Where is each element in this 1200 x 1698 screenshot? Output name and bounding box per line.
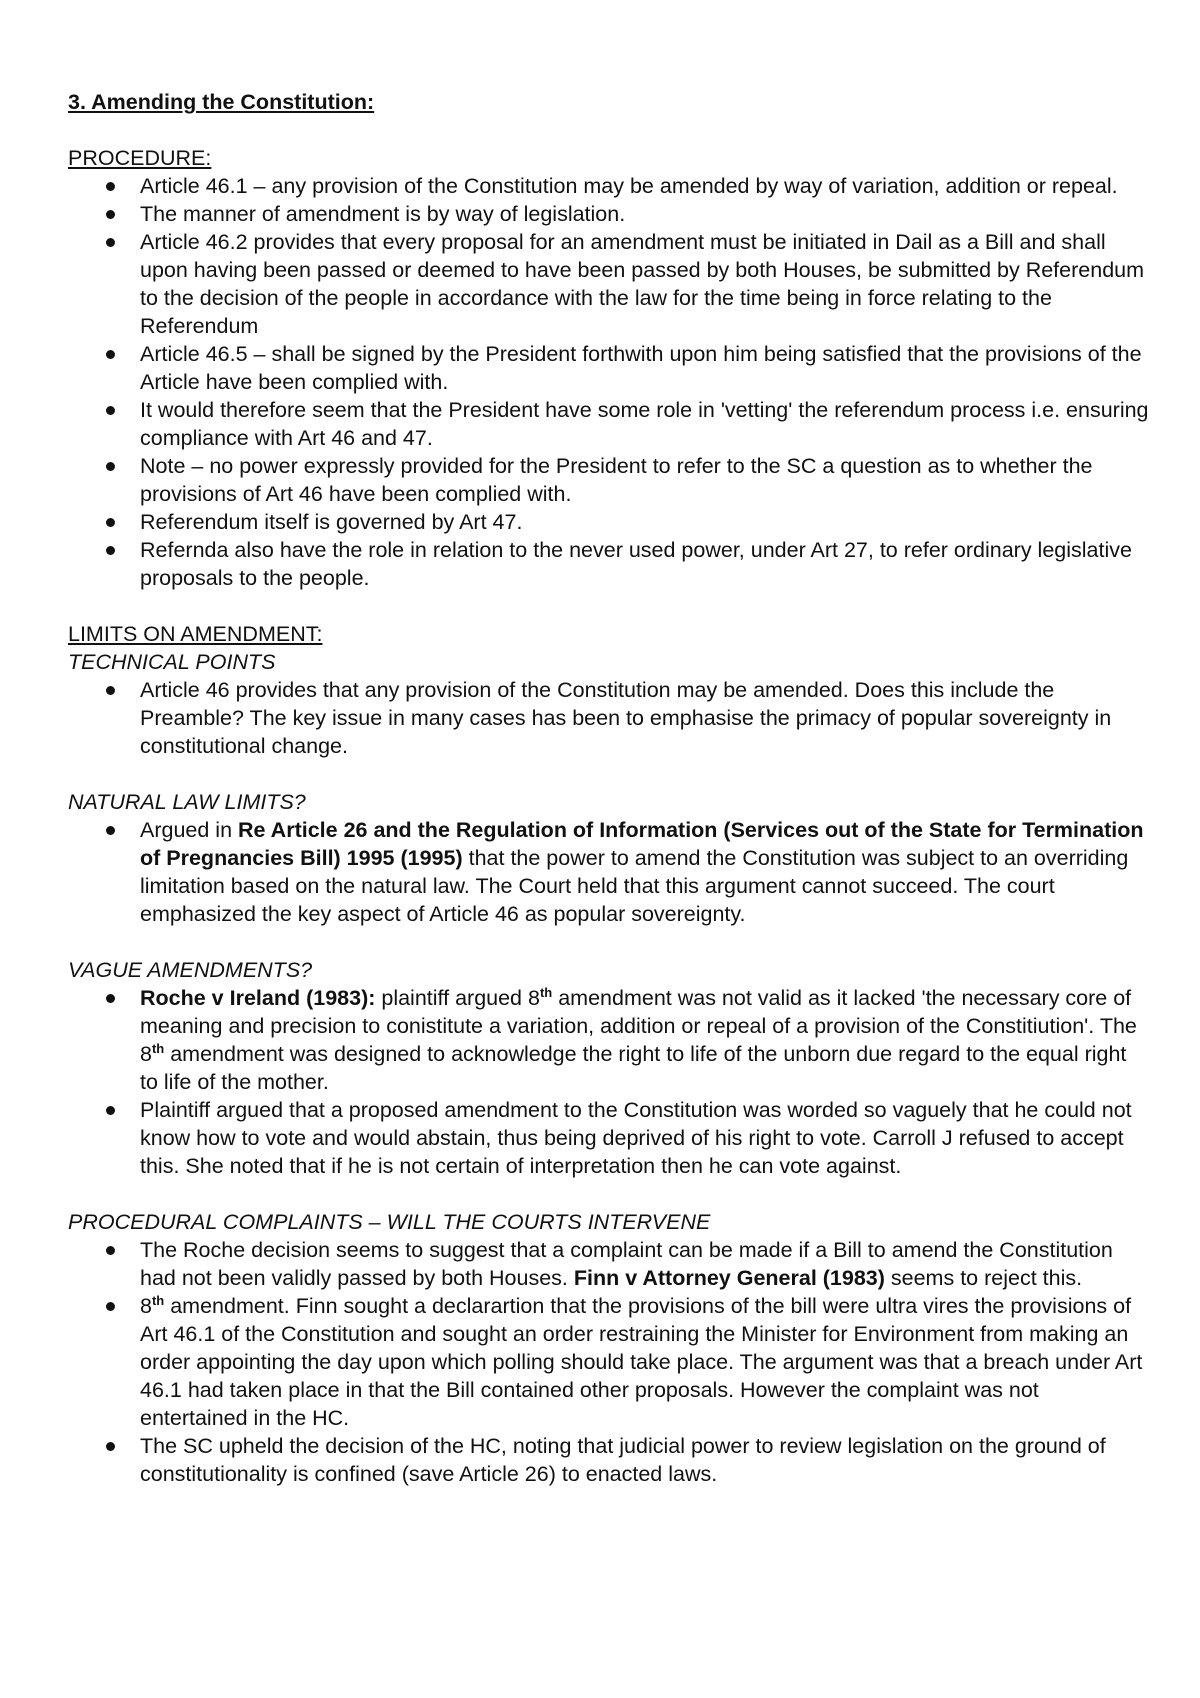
list-item (68, 816, 1150, 928)
procedure-heading: PROCEDURE: (68, 146, 212, 170)
list-item (68, 984, 1150, 1096)
list-item: Article 46.2 provides that every proposal for an amendment must be initiated in Dail as a Bill and shall upon having been passed or deemed to have been passed by both Houses, be submitted by Referendum to the decision of the people in accordance with the law for the time being in force relating to the Referendum (68, 228, 1150, 340)
vague-amendments-list (68, 984, 1150, 1180)
text-segment: amendment. Finn sought a declarartion that the provisions of the bill were ultra vires the provisions of Art 46.1 of the Constitution and sought an order restraining the Minister for Environment from making an order appointing the day upon which polling should take place. The argument was that a breach under Art 46.1 had taken place in that the Bill contained other proposals. However the complaint was not entertained in the HC. (140, 1294, 1143, 1430)
list-item (68, 1292, 1150, 1432)
document-page (68, 88, 1150, 1488)
procedure-list (68, 172, 1150, 592)
list-item: Referendum itself is governed by Art 47. (68, 508, 1150, 536)
list-item: It would therefore seem that the President have some role in 'vetting' the referendum process i.e. ensuring compliance with Art 46 and 47. (68, 396, 1150, 452)
text-segment: that the power to amend the Constitution was subject to an overriding limitation based on the natural law. The Court held that this argument cannot succeed. The court emphasized the key aspect of Article 46 as popular sovereignty. (140, 846, 1129, 926)
ordinal-suffix: th (539, 984, 553, 1000)
natural-law-list (68, 816, 1150, 928)
text-segment: seems to reject this. (884, 1266, 1083, 1290)
text-segment: The Roche decision seems to suggest that a complaint can be made if a Bill to amend the Constitution had not been validly passed by both Houses. (140, 1238, 1113, 1290)
technical-points-list (68, 676, 1150, 760)
case-citation: Re Article 26 and the Regulation of Information (Services out of the State for Termination of Pregnancies Bill) 1995 (1995) (140, 818, 1144, 870)
ordinal-suffix: th (151, 1292, 165, 1308)
text-segment: plaintiff argued 8 (375, 986, 540, 1010)
text-segment: 8 (140, 1294, 152, 1318)
limits-heading: LIMITS ON AMENDMENT: (68, 622, 323, 646)
vague-amendments-subheading: VAGUE AMENDMENTS? (68, 958, 313, 982)
natural-law-subheading: NATURAL LAW LIMITS? (68, 790, 306, 814)
list-item: The SC upheld the decision of the HC, noting that judicial power to review legislation on the ground of constitutionality is confined (save Article 26) to enacted laws. (68, 1432, 1150, 1488)
list-item: Plaintiff argued that a proposed amendment to the Constitution was worded so vaguely that he could not know how to vote and would abstain, thus being deprived of his right to vote. Carroll J refused to accept this. She noted that if he is not certain of interpretation then he can vote against. (68, 1096, 1150, 1180)
list-item: The manner of amendment is by way of legislation. (68, 200, 1150, 228)
ordinal-suffix: th (151, 1040, 165, 1056)
list-item: Article 46.5 – shall be signed by the President forthwith upon him being satisfied that the provisions of the Article have been complied with. (68, 340, 1150, 396)
list-item (68, 1236, 1150, 1292)
technical-points-subheading: TECHNICAL POINTS (68, 650, 276, 674)
procedural-complaints-list (68, 1236, 1150, 1488)
text-segment: amendment was designed to acknowledge the right to life of the unborn due regard to the equal right to life of the mother. (140, 1042, 1127, 1094)
list-item: Article 46 provides that any provision of the Constitution may be amended. Does this include the Preamble? The key issue in many cases has been to emphasise the primacy of popular sovereignty in constitutional change. (68, 676, 1150, 760)
case-citation: Finn v Attorney General (1983) (573, 1266, 885, 1290)
text-segment: amendment was not valid as it lacked 'the necessary core of meaning and precision to conistitute a variation, addition or repeal of a provision of the Constitiution'. The 8 (140, 986, 1137, 1066)
list-item: Article 46.1 – any provision of the Constitution may be amended by way of variation, addition or repeal. (68, 172, 1150, 200)
page-title: 3. Amending the Constitution: (68, 90, 375, 114)
list-item: Refernda also have the role in relation to the never used power, under Art 27, to refer ordinary legislative proposals to the people. (68, 536, 1150, 592)
text-segment: Argued in (140, 818, 239, 842)
procedural-complaints-subheading: PROCEDURAL COMPLAINTS – WILL THE COURTS INTERVENE (68, 1210, 711, 1234)
list-item: Note – no power expressly provided for the President to refer to the SC a question as to whether the provisions of Art 46 have been complied with. (68, 452, 1150, 508)
case-citation: Roche v Ireland (1983): (140, 986, 376, 1010)
